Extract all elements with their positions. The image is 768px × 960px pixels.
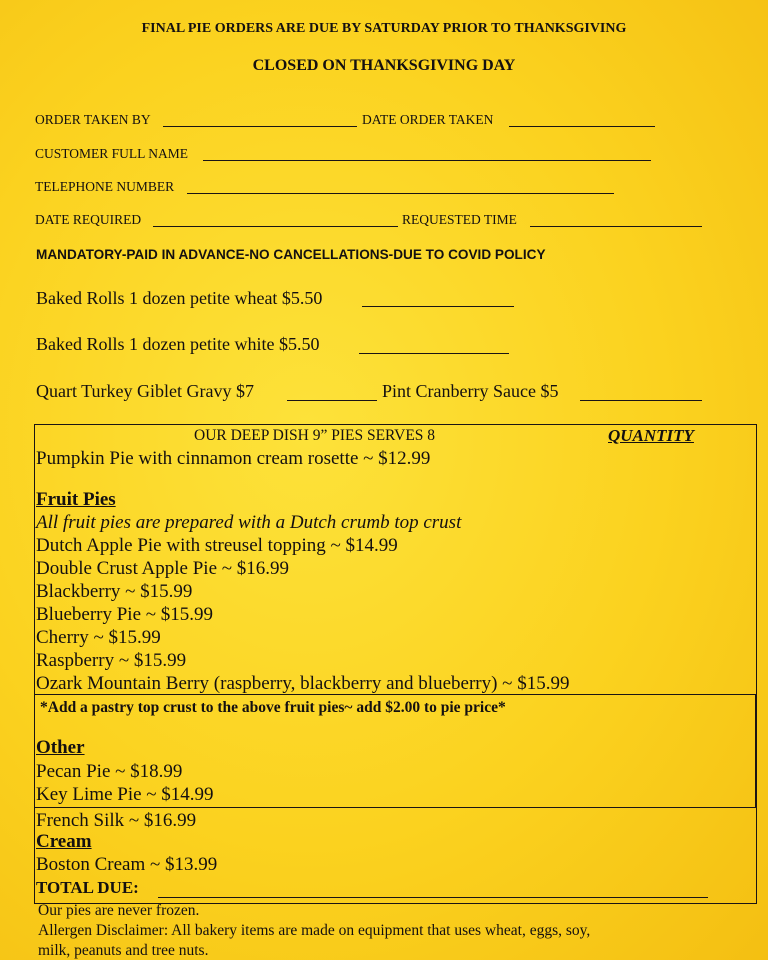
rolls-white-line[interactable] — [359, 353, 509, 354]
requested-time-label: REQUESTED TIME — [402, 212, 517, 227]
allergen-disclaimer-cont: milk, peanuts and tree nuts. — [38, 942, 209, 959]
customer-name-line[interactable] — [203, 160, 651, 161]
cranberry-label: Pint Cranberry Sauce $5 — [382, 381, 559, 401]
requested-time-line[interactable] — [530, 226, 702, 227]
fruit-pie-item: Ozark Mountain Berry (raspberry, blackberry and blueberry) ~ $15.99 — [36, 673, 570, 694]
rolls-wheat-label: Baked Rolls 1 dozen petite wheat $5.50 — [36, 288, 323, 308]
fruit-pie-item: Blueberry Pie ~ $15.99 — [36, 604, 214, 625]
deadline-heading: FINAL PIE ORDERS ARE DUE BY SATURDAY PRIOR TO THANKSGIVING — [141, 21, 627, 36]
never-frozen-note: Our pies are never frozen. — [38, 902, 200, 919]
other-pie-item: Pecan Pie ~ $18.99 — [36, 761, 183, 782]
allergen-disclaimer: Allergen Disclaimer: All bakery items are made on equipment that uses wheat, eggs, soy, — [38, 922, 591, 939]
closed-heading: CLOSED ON THANKSGIVING DAY — [252, 57, 516, 74]
date-required-line[interactable] — [153, 226, 398, 227]
customer-name-label: CUSTOMER FULL NAME — [35, 146, 189, 161]
fruit-pie-item: Blackberry ~ $15.99 — [36, 581, 193, 602]
policy-notice: MANDATORY-PAID IN ADVANCE-NO CANCELLATIONS-DUE TO COVID POLICY — [36, 247, 546, 262]
pies-heading: OUR DEEP DISH 9” PIES SERVES 8 — [194, 427, 436, 444]
other-pie-item: French Silk ~ $16.99 — [36, 810, 197, 831]
pastry-crust-note: *Add a pastry top crust to the above fruit pies~ add $2.00 to pie price* — [40, 699, 506, 716]
order-taken-by-label: ORDER TAKEN BY — [35, 112, 151, 127]
total-due-line[interactable] — [158, 897, 708, 898]
cream-title: Cream — [36, 831, 92, 852]
quantity-heading: QUANTITY — [608, 426, 694, 445]
fruit-pie-item: Double Crust Apple Pie ~ $16.99 — [36, 558, 290, 579]
gravy-label: Quart Turkey Giblet Gravy $7 — [36, 381, 254, 401]
telephone-line[interactable] — [187, 193, 614, 194]
order-taken-by-line[interactable] — [163, 126, 357, 127]
pumpkin-pie-item: Pumpkin Pie with cinnamon cream rosette ~ $12.99 — [36, 448, 431, 469]
other-title: Other — [36, 737, 85, 758]
gravy-line[interactable] — [287, 400, 377, 401]
fruit-pie-item: Cherry ~ $15.99 — [36, 627, 161, 648]
date-required-label: DATE REQUIRED — [35, 212, 142, 227]
fruit-pie-item: Raspberry ~ $15.99 — [36, 650, 187, 671]
fruit-pie-item: Dutch Apple Pie with streusel topping ~ $14.99 — [36, 535, 398, 556]
cream-pie-item: Boston Cream ~ $13.99 — [36, 854, 218, 875]
date-order-taken-label: DATE ORDER TAKEN — [362, 112, 494, 127]
fruit-pies-note: All fruit pies are prepared with a Dutch crumb top crust — [36, 512, 462, 533]
rolls-white-label: Baked Rolls 1 dozen petite white $5.50 — [36, 334, 320, 354]
fruit-pies-title: Fruit Pies — [36, 489, 116, 510]
total-due-label: TOTAL DUE: — [36, 878, 139, 897]
telephone-label: TELEPHONE NUMBER — [35, 179, 175, 194]
rolls-wheat-line[interactable] — [362, 306, 514, 307]
cranberry-line[interactable] — [580, 400, 702, 401]
date-order-taken-line[interactable] — [509, 126, 655, 127]
other-pie-item: Key Lime Pie ~ $14.99 — [36, 784, 214, 805]
